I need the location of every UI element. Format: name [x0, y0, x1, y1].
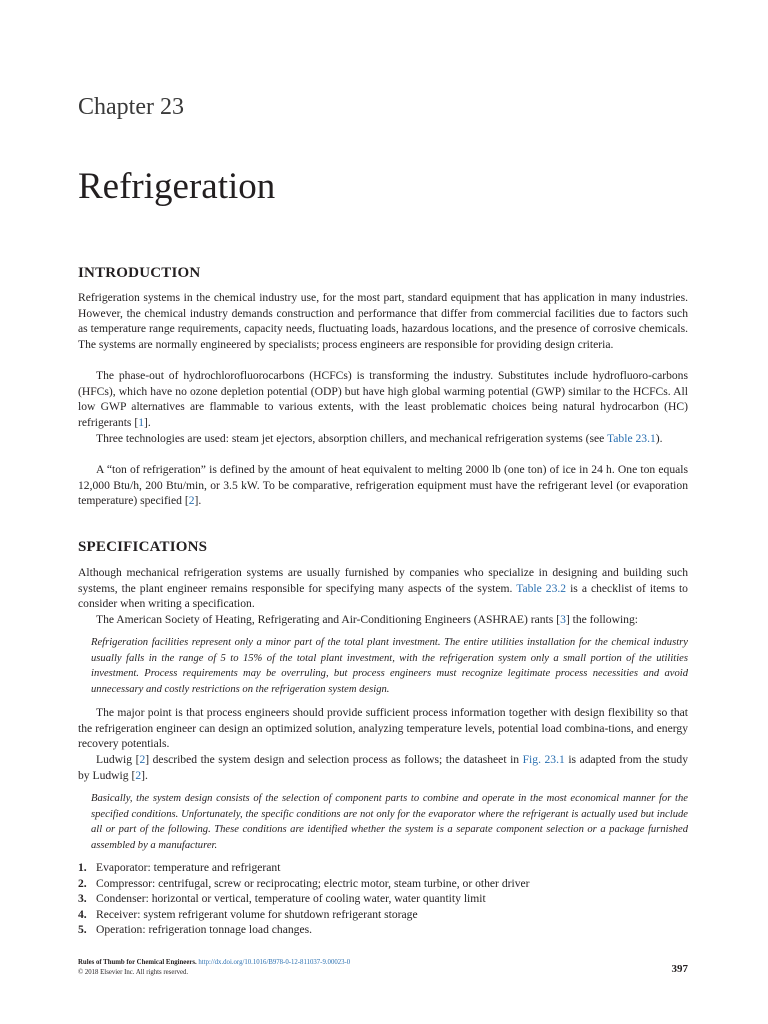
chapter-title: Refrigeration	[78, 166, 276, 207]
list-item-number: 3.	[78, 892, 87, 905]
specs-paragraph-1	[78, 565, 688, 612]
specs-paragraph-4-text-c: is adapted from the study by Ludwig [	[78, 753, 688, 782]
specs-paragraph-4-text-b: ] described the system design and selection process as follows; the datasheet in	[145, 753, 523, 766]
specs-paragraph-2	[78, 612, 688, 628]
table-link-23-2[interactable]: Table 23.2	[516, 581, 567, 595]
intro-paragraph-1-text: Refrigeration systems in the chemical industry use, for the most part, standard equipment that has application in many industries. However, the chemical industry demands construction and performance that differ from commercial facilities due to factors such as temperature range requirements, capacity needs, fluctuating loads, hazardous locations, and the presence of corrosive chemicals. The systems are normally engineered by specialists; process engineers are responsible for providing design criteria.	[78, 291, 688, 352]
footer-doi-link[interactable]: http://dx.doi.org/10.1016/B978-0-12-811037-9.00023-0	[198, 959, 351, 966]
chapter-label: Chapter 23	[78, 94, 184, 120]
table-link-23-1[interactable]: Table 23.1	[607, 432, 656, 445]
section-heading-introduction: INTRODUCTION	[78, 265, 201, 281]
intro-paragraph-2	[78, 368, 688, 431]
specs-paragraph-4	[78, 752, 688, 783]
list-item-number: 2.	[78, 876, 87, 890]
specs-paragraph-1-end: is a checklist of items to consider when writing a specification.	[78, 581, 688, 611]
list-item	[78, 907, 688, 923]
list-item	[78, 891, 688, 907]
reference-link-2b[interactable]: 2	[139, 753, 146, 766]
intro-paragraph-2-end: ].	[144, 416, 151, 430]
intro-paragraph-1	[78, 290, 688, 353]
list-item	[78, 876, 688, 892]
list-item-text: Evaporator: temperature and refrigerant	[96, 861, 281, 874]
intro-paragraph-3-text: Three technologies are used: steam jet ejectors, absorption chillers, and mechanical refrigeration systems (see	[96, 432, 608, 445]
list-item-number: 1.	[78, 861, 87, 874]
intro-paragraph-3-end: ).	[655, 432, 663, 445]
reference-link-2c[interactable]: 2	[135, 768, 142, 782]
footer-book-title: Rules of Thumb for Chemical Engineers.	[78, 959, 197, 966]
reference-link-2[interactable]: 2	[188, 494, 195, 508]
list-item-number: 5.	[78, 923, 87, 936]
specs-paragraph-2-text: The American Society of Heating, Refrigerating and Air-Conditioning Engineers (ASHRAE) rants [	[96, 613, 561, 626]
block-quote-ludwig: Basically, the system design consists of the selection of component parts to combine and operate in the most economical manner for the specified conditions. Unfortunately, the specific conditions are not only for the evaporator where the refrigerant is actually used but include all or part of the following. These conditions are identified whether the system is a separate component selection or a package furnished assembled by a manufacturer.	[91, 793, 688, 851]
specs-paragraph-4-text-a: Ludwig [	[96, 753, 140, 766]
reference-link-3[interactable]: 3	[560, 613, 566, 626]
specs-paragraph-1-text: Although mechanical refrigeration systems are usually furnished by companies who specialize in designing and building such systems, the plant engineer remains responsible for specifying many aspects of the system.	[78, 566, 688, 595]
page-footer	[78, 958, 350, 978]
specs-paragraph-3: The major point is that process engineers should provide sufficient process information together with design flexibility so that the refrigeration engineer can design an optimized solution, analyzing temperature levels, potential load combina-tions, and energy recovery potentials.	[78, 706, 688, 751]
figure-link-23-1[interactable]: Fig. 23.1	[522, 753, 565, 766]
list-item-number: 4.	[78, 907, 87, 921]
intro-paragraph-4-end: ].	[194, 494, 202, 508]
specs-paragraph-4-end: ].	[141, 768, 148, 782]
page-number: 397	[671, 963, 688, 975]
list-item-text: Compressor: centrifugal, screw or reciprocating; electric motor, steam turbine, or other driver	[96, 876, 530, 890]
list-item-text: Receiver: system refrigerant volume for shutdown refrigerant storage	[96, 907, 418, 921]
list-item-text: Operation: refrigeration tonnage load changes.	[96, 923, 313, 936]
footer-copyright: © 2018 Elsevier Inc. All rights reserved.	[78, 969, 189, 976]
intro-paragraph-2-text: The phase-out of hydrochlorofluorocarbons (HCFCs) is transforming the industry. Substitutes include hydrofluoro-carbons (HFCs), which have no ozone depletion potential (ODP) but have high global warming potential (GWP) similar to the HCFCs. All low GWP alternatives are flammable to various extents, with the least problematic choices being natural hydrocarbon (HC) refrigerants [	[78, 369, 688, 430]
list-item	[78, 860, 688, 876]
intro-paragraph-3	[78, 431, 688, 447]
intro-paragraph-4-text: A “ton of refrigeration” is defined by the amount of heat equivalent to melting 2000 lb (one ton) of ice in 24 h. One ton equals 12,000 Btu/h, 200 Btu/min, or 3.5 kW. To be comparative, refrigeration equipment must have the refrigerant level (or evaporation temperature) specified [	[78, 463, 688, 508]
reference-link-1[interactable]: 1	[138, 416, 144, 430]
intro-paragraph-4	[78, 462, 688, 509]
page	[78, 0, 688, 1024]
conditions-list	[78, 860, 688, 938]
list-item-text: Condenser: horizontal or vertical, temperature of cooling water, water quantity limit	[96, 892, 486, 905]
specs-paragraph-2-end: ] the following:	[565, 613, 638, 626]
section-heading-specifications: SPECIFICATIONS	[78, 539, 208, 555]
block-quote-ashrae: Refrigeration facilities represent only a minor part of the total plant investment. The entire utilities installation for the chemical industry usually falls in the range of 5 to 15% of the total plant investment, with the refrigeration system only a small portion of the utilities investment. Process requirements may be overruling, but process engineers must recognize legitimate process necessities and avoid unnecessary and costly restrictions on the refrigeration system design.	[91, 637, 688, 695]
list-item	[78, 922, 688, 938]
